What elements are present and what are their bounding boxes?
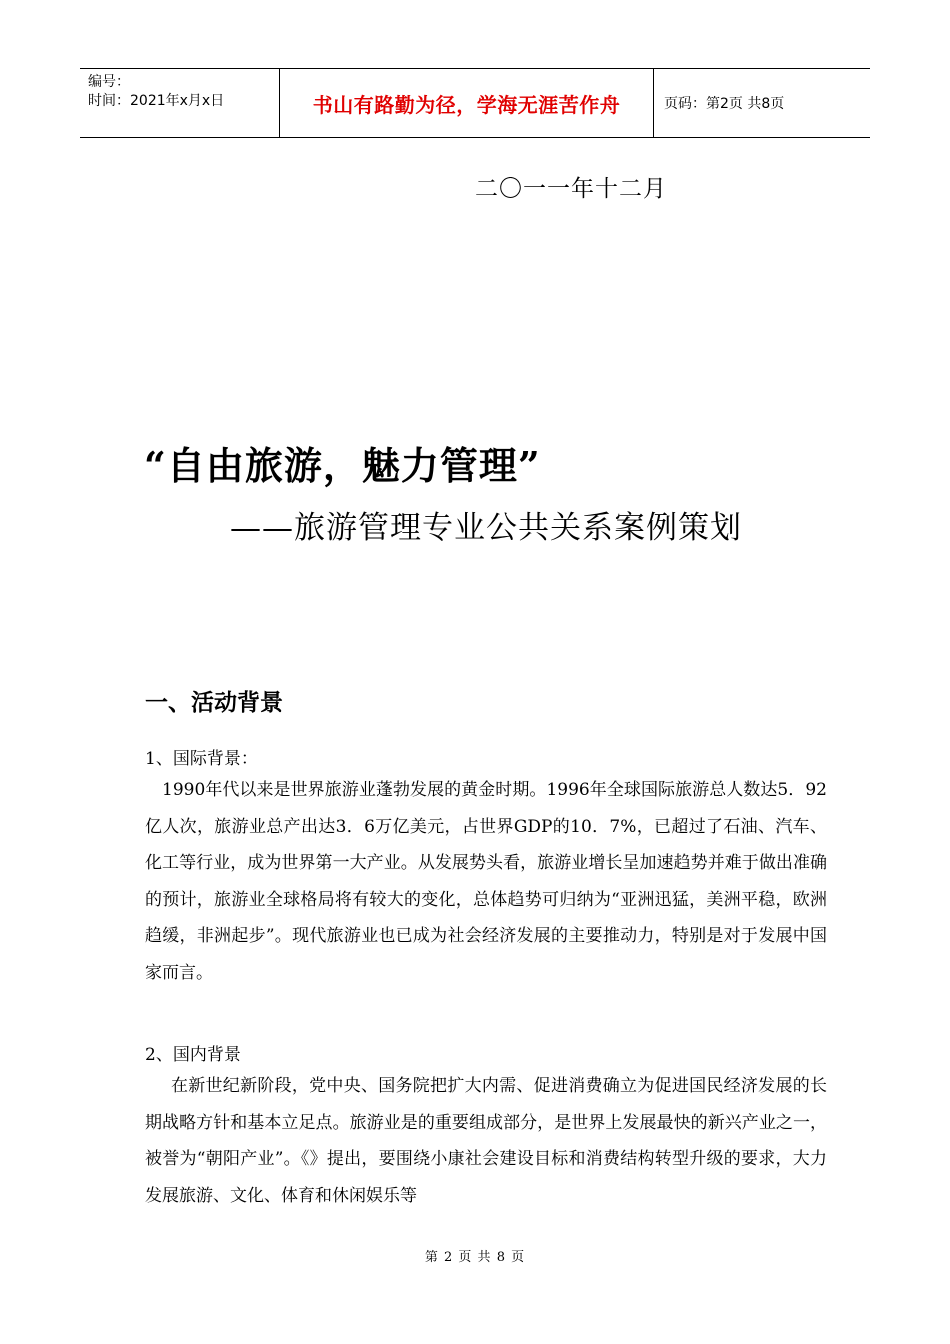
header-page-info: 页码：第2页 共8页	[664, 96, 785, 112]
header-meta-cell	[80, 69, 280, 137]
subheading-international: 1、国际背景：	[145, 749, 258, 769]
paragraph-international-background: 1990年代以来是世界旅游业蓬勃发展的黄金时期。1996年全球国际旅游总人数达5．92亿人次，旅游业总产出达3．6万亿美元，占世界GDP的10．7%，已超过了石油、汽车、化工等行业，成为世界第一大产业。从发展势头看，旅游业增长呈加速趋势并难于做出准确的预计，旅游业全球格局将有较大的变化，总体趋势可归纳为“亚洲迅猛，美洲平稳，欧洲趋缓，非洲起步”。现代旅游业也已成为社会经济发展的主要推动力，特别是对于发展中国家而言。	[145, 780, 827, 983]
subheading-domestic: 2、国内背景	[145, 1045, 241, 1065]
document-main-title: “自由旅游，魅力管理”	[144, 443, 541, 488]
document-number-label: 编号：	[88, 74, 130, 90]
section-heading-background: 一、活动背景	[145, 690, 283, 716]
page-header-table	[80, 68, 870, 138]
paragraph-domestic-background: 在新世纪新阶段，党中央、国务院把扩大内需、促进消费确立为促进国民经济发展的长期战略方针和基本立足点。旅游业是的重要组成部分，是世界上发展最快的新兴产业之一，被誉为“朝阳产业”。《》提出，要围绕小康社会建设目标和消费结构转型升级的要求，大力发展旅游、文化、体育和休闲娱乐等	[145, 1076, 827, 1206]
document-time-label: 时间：2021年x月x日	[88, 93, 225, 109]
document-subtitle: ——旅游管理专业公共关系案例策划	[230, 510, 742, 546]
header-motto: 书山有路勤为径，学海无涯苦作舟	[280, 69, 654, 137]
document-date: 二〇一一年十二月	[475, 176, 667, 202]
page-footer: 第 2 页 共 8 页	[424, 1250, 526, 1265]
